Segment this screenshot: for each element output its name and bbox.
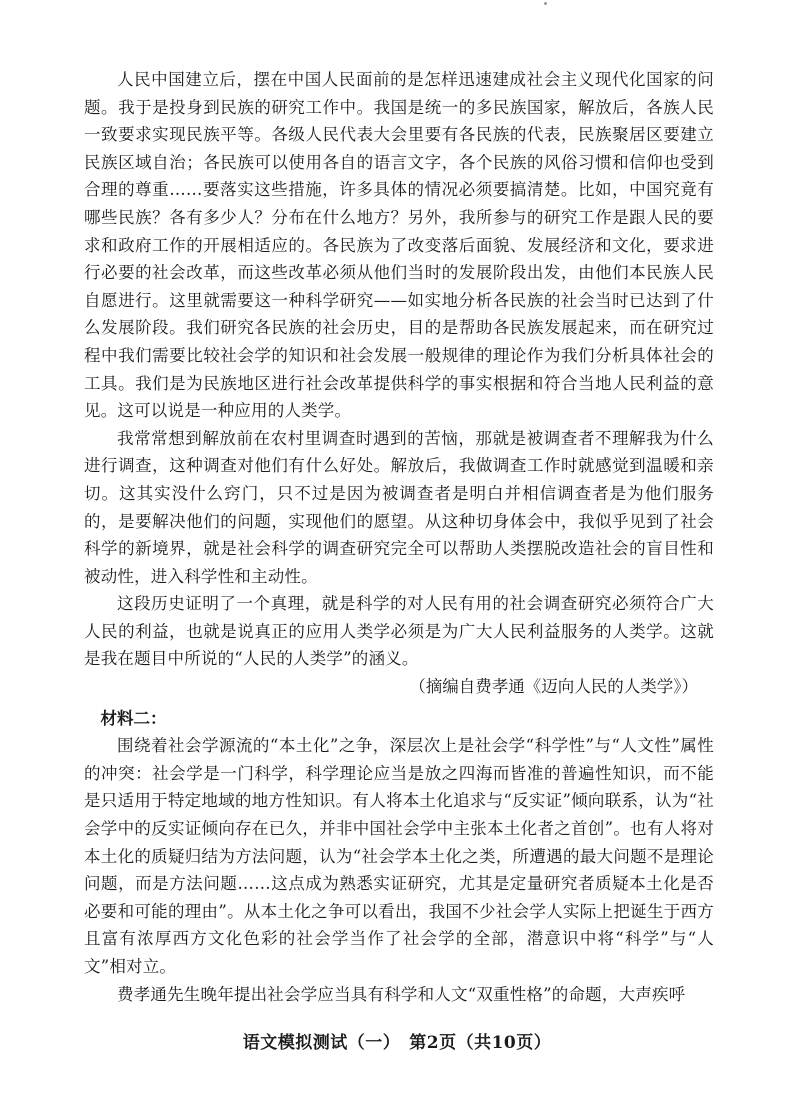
scan-speck	[544, 2, 547, 5]
paragraph: 我常常想到解放前在农村里调查时遇到的苦恼，那就是被调查者不理解我为什么进行调查，这种调查对他们有什么好处。解放后，我做调查工作时就感觉到温暖和亲切。这其实没什么窍门，只不过是因为被调查者是明白并相信调查者是为他们服务的，是要解决他们的问题，实现他们的愿望。从这种切身体会中，我似乎见到了社会科学的新境界，就是社会科学的调查研究完全可以帮助人类摆脱改造社会的盲目性和被动性，进入科学性和主动性。	[84, 428, 714, 586]
paragraph: 人民中国建立后，摆在中国人民面前的是怎样迅速建成社会主义现代化国家的问题。我于是投身到民族的研究工作中。我国是统一的多民族国家，解放后，各族人民一致要求实现民族平等。各级人民代表大会里要有各民族的代表，民族聚居区要建立民族区域自治；各民族可以使用各自的语言文字，各个民族的风俗习惯和信仰也受到合理的尊重……要落实这些措施，许多具体的情况必须要搞清楚。比如，中国究竟有哪些民族？各有多少人？分布在什么地方？另外，我所参与的研究工作是跟人民的要求和政府工作的开展相适应的。各民族为了改变落后面貌、发展经济和文化，要求进行必要的社会改革，而这些改革必须从他们当时的发展阶段出发，由他们本民族人民自愿进行。这里就需要这一种科学研究——如实地分析各民族的社会当时已达到了什么发展阶段。我们研究各民族的社会历史，目的是帮助各民族发展起来，而在研究过程中我们需要比较社会学的知识和社会发展一般规律的理论作为我们分析具体社会的工具。我们是为民族地区进行社会改革提供科学的事实根据和符合当地人民利益的意见。这可以说是一种应用的人类学。	[84, 70, 714, 421]
source-citation: （摘编自费孝通《迈向人民的人类学》）	[409, 677, 698, 697]
paragraph: 费孝通先生晚年提出社会学应当具有科学和人文“双重性格”的命题，大声疾呼	[117, 984, 686, 1004]
page-footer: 语文模拟测试（一） 第2页（共10页）	[242, 1033, 552, 1053]
section-heading-material-2: 材料二：	[100, 708, 167, 728]
paragraph: 这段历史证明了一个真理，就是科学的对人民有用的社会调查研究必须符合广大人民的利益，也就是说真正的应用人类学必须是为广大人民利益服务的人类学。这就是我在题目中所说的“人民的人类学”的涵义。	[84, 594, 714, 669]
document-body	[84, 66, 714, 1008]
paragraph: 围绕着社会学源流的“本土化”之争，深层次上是社会学“科学性”与“人文性”属性的冲突：社会学是一门科学，科学理论应当是放之四海而皆准的普遍性知识，而不能是只适用于特定地域的地方性知识。有人将本土化追求与“反实证”倾向联系，认为“社会学中的反实证倾向存在已久，并非中国社会学中主张本土化者之首创”。也有人将对本土化的质疑归结为方法问题，认为“社会学本土化之类，所遭遇的最大问题不是理论问题，而是方法问题……这点成为熟悉实证研究，尤其是定量研究者质疑本土化是否必要和可能的理由”。从本土化之争可以看出，我国不少社会学人实际上把诞生于西方且富有浓厚西方文化色彩的社会学当作了社会学的全部，潜意识中将“科学”与“人文”相对立。	[84, 736, 714, 976]
